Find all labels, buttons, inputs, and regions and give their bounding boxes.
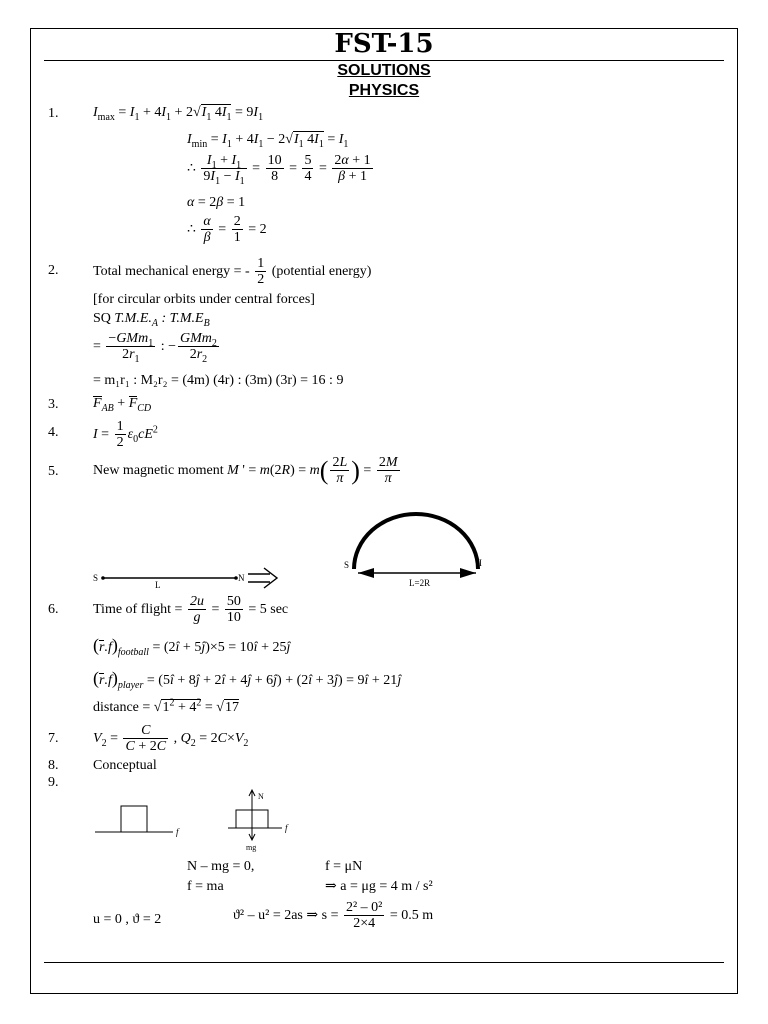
left-s-label: S bbox=[93, 573, 99, 583]
q3-force-sum: $F_{AB} + F_{CD}$ bbox=[93, 396, 152, 414]
q2-prefix: SQ bbox=[93, 311, 111, 326]
q6-distance-line: distance = $√1^2 + 4^2 = √17$ bbox=[93, 697, 239, 715]
subject-heading: PHYSICS bbox=[348, 82, 420, 99]
q8-answer: Conceptual bbox=[93, 758, 157, 773]
q9-frac-num: 2² – 0² bbox=[345, 900, 383, 915]
weight-label: mg bbox=[246, 843, 257, 852]
force-label-f: f bbox=[285, 823, 288, 833]
question-number: 8. bbox=[48, 758, 59, 773]
question-number: 2. bbox=[48, 263, 59, 278]
q9-line3a: u = 0 , ϑ = 2 bbox=[93, 912, 162, 927]
football-subscript: football bbox=[117, 646, 149, 658]
q1-imax-equation: $I_{max} = I_1 + 4I_1 + 2√I_1$ $4I_1 = 9I_1$ bbox=[93, 105, 264, 123]
q2-frac-den: 2 bbox=[257, 272, 265, 288]
left-n-label: N bbox=[238, 573, 245, 583]
q5-line: New magnetic moment M ' = m(2R) = m( $\frac{2L}{\pi}$ ) = $\frac{2M}{\pi}$ bbox=[93, 455, 398, 487]
player-subscript: player bbox=[117, 679, 144, 691]
q6-frac2-den: 10 bbox=[226, 610, 241, 626]
q9-kinematics: ϑ² – u² = 2as ⇒ s = bbox=[233, 908, 339, 924]
q9-result: = 0.5 m bbox=[389, 908, 434, 924]
q4-intensity-equation: I = $\frac{1}{2}$ $\varepsilon_0cE^2$ bbox=[93, 419, 158, 451]
distance-label: distance = bbox=[93, 700, 151, 715]
q9-line2a: f = ma bbox=[187, 879, 224, 894]
q9-frac-den: 2×4 bbox=[353, 916, 376, 932]
right-s-label: S bbox=[344, 560, 350, 570]
question-number: 9. bbox=[48, 775, 59, 790]
q9-line2b: ⇒ a = μg = 4 m / s² bbox=[325, 879, 433, 894]
question-number: 1. bbox=[48, 106, 59, 121]
q6-label: Time of flight = bbox=[93, 602, 183, 618]
q1-imin-equation: $I_{min} = I_1 + 4I_1 - 2√I_1$ $4I_1 = I_1$ bbox=[187, 132, 349, 150]
q9-line1a: N – mg = 0, bbox=[187, 859, 255, 874]
q1-ratio-equation: ∴ $\frac{I_1 + I_1}{9I_1 - I_1}$ = $\frac{10}{8}$ = $\frac{5}{4}$ = $\frac{2\alpha + 1}{\beta + 1}$ bbox=[187, 153, 371, 188]
normal-label: N bbox=[258, 792, 264, 801]
question-number: 6. bbox=[48, 602, 59, 617]
q6-result: = 5 sec bbox=[248, 602, 289, 618]
q9-line3-equation bbox=[233, 900, 433, 932]
q5-label: New magnetic moment bbox=[93, 463, 224, 479]
q6-frac1-den: g bbox=[193, 610, 201, 626]
question-number: 3. bbox=[48, 397, 59, 412]
q7-equation: $V_2$ = $\frac{C}{C + 2C}$ , $Q_2 = 2C\times V_2$ bbox=[93, 723, 249, 755]
question-number: 7. bbox=[48, 731, 59, 746]
question-number: 4. bbox=[48, 425, 59, 440]
q6-football-line: $(r.f)_{football}$ = (2î + 5ĵ)×5 = 10î + 25ĵ bbox=[93, 635, 291, 658]
q2-label: Total mechanical energy = - bbox=[93, 264, 250, 280]
right-l-label: L=2R bbox=[409, 578, 431, 588]
q2-orbit-note: [for circular orbits under central forces] bbox=[93, 292, 315, 307]
force-label-f: f bbox=[176, 827, 179, 837]
right-n-label: I bbox=[479, 558, 482, 568]
left-l-label: L bbox=[155, 580, 161, 590]
block-left bbox=[121, 806, 147, 832]
q9-line1b: f = μN bbox=[325, 859, 363, 874]
question-number: 5. bbox=[48, 464, 59, 479]
q6-time-line: Time of flight = $\frac{2u}{g}$ = $\frac{50}{10}$ = 5 sec bbox=[93, 594, 289, 626]
q1-final-ratio: ∴ $\frac{\alpha}{\beta}$ = $\frac{2}{1}$ = 2 bbox=[187, 214, 267, 246]
q6-frac1-num: 2u bbox=[189, 594, 204, 609]
page-title: FST-15 bbox=[334, 29, 434, 59]
q2-fraction-line: = $\frac{-GMm_1}{2r_1}$ : − $\frac{GMm_2}{2r_2}$ bbox=[93, 331, 217, 366]
q2-frac-num: 1 bbox=[257, 256, 265, 271]
q2-result-line: = m₁r₁ : M₂r₂ = (4m) (4r) : (3m) (3r) = 16 : 9 bbox=[93, 373, 344, 388]
q6-frac2-num: 50 bbox=[226, 594, 241, 609]
solutions-heading: SOLUTIONS bbox=[337, 62, 431, 79]
q1-alpha-equation: α = 2β = 1 bbox=[187, 195, 246, 210]
q2-label-end: (potential energy) bbox=[271, 264, 372, 280]
q2-ratio-line: SQ $T.M.E._A$ : $T.M.E_B$ bbox=[93, 311, 210, 329]
q6-player-line: $(r.f)_{player}$ = (5î + 8ĵ + 2î + 4ĵ + 6ĵ) + (2î + 3ĵ) = 9î + 21ĵ bbox=[93, 668, 402, 691]
